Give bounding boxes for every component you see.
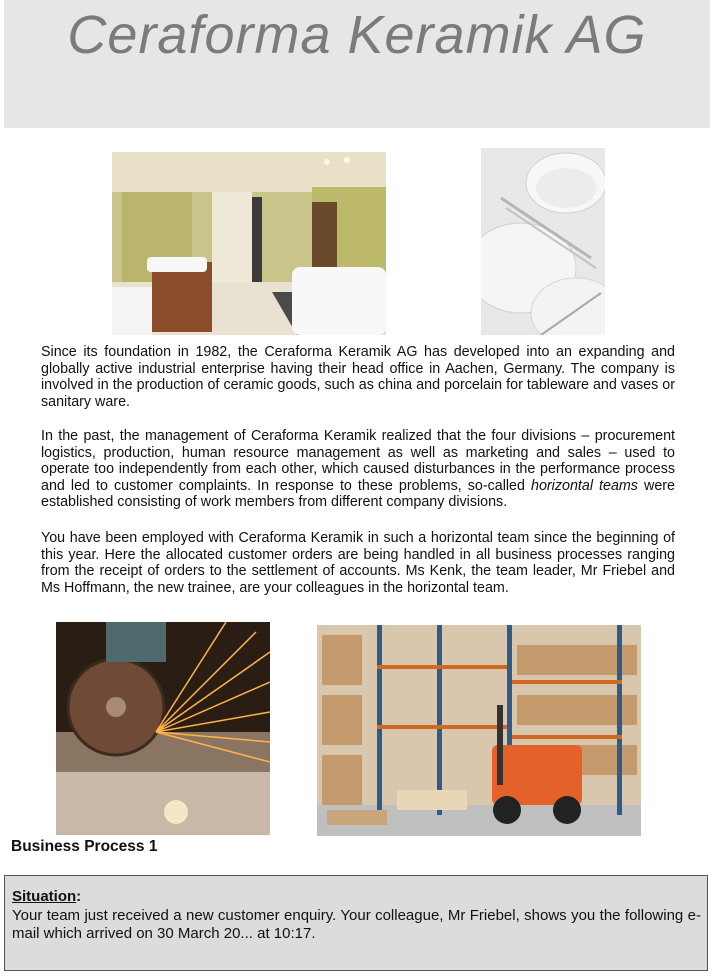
situation-box (4, 875, 708, 971)
bathroom-photo (112, 152, 386, 335)
warehouse-photo (317, 625, 641, 836)
header-band (4, 0, 710, 128)
situation-label: Situation (12, 888, 77, 905)
history-text-start: In the past, the management of Ceraforma Keramik realized that the four divisions – procurement logistics, production, human resource management as well as marketing and sales – used to operate too independently from each other, which caused disturbances in the performance process and led to customer complaints. In response to these problems, so-called (41, 428, 675, 494)
tableware-photo (481, 148, 605, 335)
grinding-photo (56, 622, 270, 835)
history-text-end: were established consisting of work members from different company divisions. (41, 477, 675, 511)
company-title: Ceraforma Keramik AG (67, 5, 647, 65)
situation-text: Your team just received a new customer enquiry. Your colleague, Mr Friebel, shows you the following e-mail which arrived on 30 March 20... at 10:17. (12, 907, 701, 942)
business-process-title: Business Process 1 (11, 838, 158, 855)
horizontal-teams-term: horizontal teams (531, 477, 638, 494)
employment-paragraph: You have been employed with Ceraforma Keramik in such a horizontal team since the beginning of this year. Here the allocated customer orders are being handled in all business processes ranging from the receipt of orders to the settlement of accounts. Ms Kenk, the team leader, Mr Friebel and Ms Hoffmann, the new trainee, are your colleagues in the horizontal team. (41, 530, 675, 596)
history-paragraph (41, 428, 675, 511)
situation-colon: : (76, 888, 82, 905)
intro-paragraph: Since its foundation in 1982, the Ceraforma Keramik AG has developed into an expanding and globally active industrial enterprise having their head office in Aachen, Germany. The company is involved in the production of ceramic goods, such as china and porcelain for tableware and vases or sanitary ware. (41, 344, 675, 410)
situation-heading (12, 888, 81, 905)
